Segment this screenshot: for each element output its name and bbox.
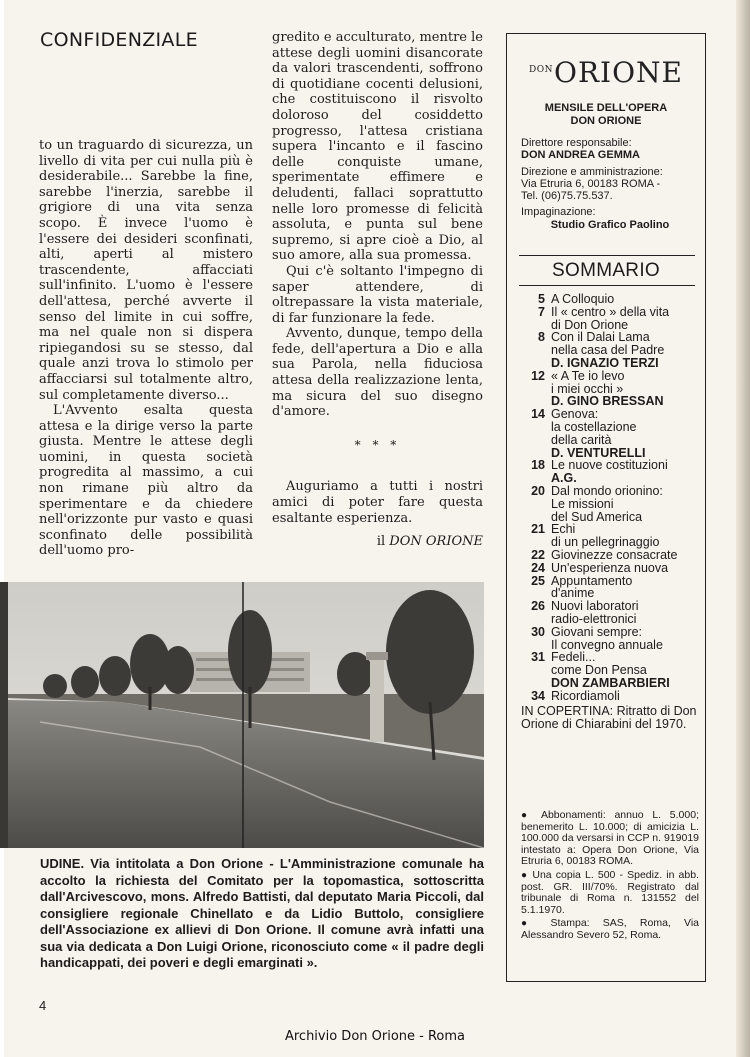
subtitle-line-2: DON ORIONE [570,115,642,127]
street-photo-drawing [0,582,484,848]
toc-page-number: 5 [538,292,545,306]
column1-paragraph-2: L'Avvento esalta questa attesa e la dirige verso la parte giusta. Mentre le attese degli uomini, in questa società progredita al massimo, a cui non rimane più altro da sperimentare e da chiedere nell'orizzonte pur vasto e quasi sconfinato delle possibilità dell'uomo pro- [39,403,253,559]
toc-page-number: 8 [538,330,545,345]
toc-page-number: 22 [531,547,545,562]
toc-title-line: Dal mondo orionino: [551,483,663,498]
subscriptions-note [521,810,699,868]
signature-name: DON ORIONE [389,534,483,550]
photo-left-border [0,582,8,848]
toc-author: D. VENTURELLI [551,445,646,460]
toc-page-number: 25 [531,573,545,588]
toc-title-line: Con il Dalai Lama [551,330,650,345]
toc-title-line: Il convegno annuale [551,637,663,652]
toc-entry [521,331,699,369]
toc-entry [521,562,699,575]
toc-title-line: Un'esperienza nuova [551,560,669,575]
column2-paragraph-4: Auguriamo a tutti i nostri amici di poter fare questa esaltante esperienza. [272,479,483,526]
page-number: 4 [39,998,47,1013]
toc-page-number: 21 [531,522,545,537]
director-name: DON ANDREA GEMMA [521,149,640,162]
director-block [521,137,699,162]
cover-note: IN COPERTINA: Ritratto di Don Orione di Chiarabini del 1970. [521,703,697,732]
table-of-contents [521,293,699,732]
toc-title [551,651,699,689]
page-shadow [736,0,750,1057]
logo-small-text: DON [529,65,553,75]
toc-title-line: del Sud America [551,509,643,524]
toc-title-line: Il « centro » della vita [551,304,670,319]
toc-entry [521,549,699,562]
archive-footer: Archivio Don Orione - Roma [284,1029,466,1044]
toc-entry [521,690,699,703]
subscriptions-text: Abbonamenti: annuo L. 5.000; benemerito L. 10.000; di amicizia L. 100.000 da versarsi in CCP n. 919019 intestato a: Opera Don Orione, Via Etruria 6, 00183 ROMA. [521,809,699,868]
toc-title-line: A Colloquio [551,292,615,306]
article-column-1 [39,138,253,559]
single-copy-note [521,870,699,916]
toc-title-line: Fedeli... [551,650,596,665]
masthead-box [506,33,706,982]
bullet-icon: ● [521,810,533,821]
masthead-info [521,137,699,235]
toc-title [551,408,699,459]
print-note [521,918,699,941]
street-sign-pillar [370,658,384,742]
toc-page-number: 20 [531,483,545,498]
toc-title [551,306,699,332]
toc-title-line: Le nuove costituzioni [551,458,668,473]
subtitle-line-1: MENSILE DELL'OPERA [544,102,668,114]
photo-caption: UDINE. Via intitolata a Don Orione - L'Amministrazione comunale ha accolto la richiesta del Comitato per la topomastica, sottoscritta dall'Arcivescovo, mons. Alfredo Battisti, dal deputato Maria Piccoli, dal consigliere regionale Chinellato e da Lidio Buttolo, consigliere dell'Associazione ex allievi di Don Orione. Il comune avrà infatti una sua via dedicata a Don Luigi Orione, riconosciuto come « il padre degli handicappati, dei poveri e degli emarginati ». [40,856,484,970]
toc-title-line: d'anime [551,586,595,601]
toc-title-line: di un pellegrinaggio [551,535,660,550]
toc-entry [521,523,699,549]
publication-notes [521,810,699,944]
column2-paragraph-3: Avvento, dunque, tempo della fede, dell'apertura a Dio e alla sua Parola, nella fiduciosa attesa della realizzazione lenta, ma sicura del suo disegno d'amore. [272,326,483,420]
single-copy-text: Una copia L. 500 - Spediz. in abb. post. GR. III/70%. Registrato dal tribunale di Roma n. 131552 del 5.1.1970. [521,868,699,916]
column1-paragraph-1: to un traguardo di sicurezza, un livello di vita per cui nulla più è desiderabile... Sarebbe la fine, sarebbe l'inerzia, sarebbe il grigiore di una vita senza scopo. È invece l'uomo è l'essere dei desideri sconfinati, alti, aperti al mistero trascendente, affacciati sull'infinito. L'uomo è l'essere dell'attesa, perché avverte il senso del limite in cui soffre, ma nel quale non si dispera ripiegandosi su se stesso, dal quale anzi trova lo stimolo per affacciarsi sul totalmente altro, sul completamente diverso... [39,138,253,403]
logo-main-text: ORIONE [553,56,683,89]
toc-page-number: 14 [531,407,545,422]
toc-page-number: 31 [531,650,545,665]
section-separator: * * * [354,437,401,452]
article-column-2 [272,30,483,550]
bullet-icon: ● [521,869,529,881]
toc-title-line: di Don Orione [551,317,629,332]
divider-top [519,255,695,256]
toc-entry [521,370,699,408]
toc-title-line: nella casa del Padre [551,343,665,358]
column2-paragraph-1: gredito e acculturato, mentre le attese degli uomini disancorate da valori trascendenti, soffrono di quotidiane cocenti delusioni, che costituiscono il risvolto doloroso del cosiddetto progresso, l'attesa cristiana supera l'incanto e il fascino delle conquiste umane, sperimentate effimere e deludenti, fallaci soprattutto nelle loro promesse di felicità assoluta, e punta sul bene supremo, si apre cioè a Dio, al suo amore, alla sua promessa. [272,30,483,264]
toc-title-line: Le missioni [551,496,614,511]
column2-paragraph-2: Qui c'è soltanto l'impegno di saper attendere, di oltrepassare la vista materiale, di far funzionare la fede. [272,263,483,326]
layout-label: Impaginazione: [521,206,596,219]
layout-studio: Studio Grafico Paolino [550,218,670,231]
toc-title [551,331,699,369]
toc-author: D. GINO BRESSAN [551,394,664,409]
toc-title-line: radio-elettronici [551,611,637,626]
toc-page-number: 18 [531,458,545,473]
magazine-subtitle [507,102,705,128]
toc-title-line: « A Te io levo [551,368,625,383]
toc-entry [521,293,699,306]
toc-page-number: 34 [531,688,545,703]
toc-title [551,523,699,549]
toc-title [551,600,699,626]
toc-page-number: 7 [538,304,545,319]
toc-title [551,626,699,652]
toc-entry [521,600,699,626]
section-heading: CONFIDENZIALE [40,29,198,51]
toc-title-line: la costellazione [551,419,637,434]
toc-title-line: Echi [551,522,576,537]
toc-title-line: Ricordiamoli [551,688,620,703]
toc-title-line: della carità [551,432,612,447]
left-edge [0,0,4,1057]
toc-title [551,459,699,485]
toc-title [551,370,699,408]
admin-label: Direzione e amministrazione: [521,165,663,178]
toc-title-line: Giovani sempre: [551,624,643,639]
toc-page-number: 30 [531,624,545,639]
toc-title [551,562,699,575]
divider-bottom [519,285,695,286]
toc-title [551,690,699,703]
sommario-title: SOMMARIO [552,260,660,281]
director-label: Direttore responsabile: [521,137,632,149]
toc-title-line: come Don Pensa [551,663,647,678]
admin-block [521,166,699,203]
toc-author: D. IGNAZIO TERZI [551,355,659,370]
toc-entry [521,485,699,523]
print-text: Stampa: SAS, Roma, Via Alessandro Severo 52, Roma. [521,917,699,941]
toc-entry [521,408,699,459]
toc-title-line: Genova: [551,407,599,422]
magazine-logo [507,56,705,89]
bullet-icon: ● [521,918,538,930]
toc-page-number: 24 [531,560,545,575]
toc-title [551,549,699,562]
toc-title-line: Giovinezze consacrate [551,547,678,562]
toc-entry [521,306,699,332]
toc-entry [521,575,699,601]
toc-author: A.G. [551,471,577,486]
toc-entry [521,459,699,485]
toc-entry [521,651,699,689]
signature [272,534,483,550]
toc-title-line: Nuovi laboratori [551,599,639,614]
toc-title-line: Appuntamento [551,573,633,588]
toc-page-number: 12 [531,368,545,383]
toc-title [551,485,699,523]
layout-block [521,206,699,231]
toc-title [551,575,699,601]
toc-page-number: 26 [531,599,545,614]
toc-title-line: i miei occhi » [551,381,624,396]
admin-phone: Tel. (06)75.75.537. [521,190,613,203]
street-photo [0,582,484,848]
toc-author: DON ZAMBARBIERI [551,675,670,690]
toc-entry [521,626,699,652]
signature-prefix: il [376,534,386,550]
admin-address: Via Etruria 6, 00183 ROMA - [521,177,661,190]
toc-title [551,293,699,306]
